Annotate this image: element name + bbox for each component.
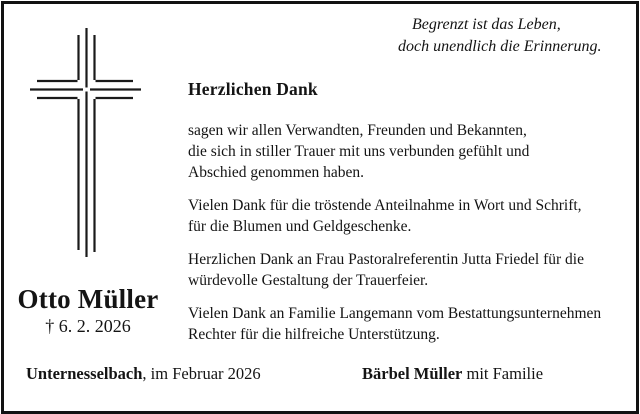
closing-family-rest: mit Familie xyxy=(462,364,544,383)
epigraph-line-1: Begrenzt ist das Leben, xyxy=(412,16,561,33)
epigraph-line-2: doch unendlich die Erinnerung. xyxy=(398,38,602,55)
body-text xyxy=(188,120,601,345)
closing-family-name: Bärbel Müller xyxy=(362,364,463,383)
closing-place xyxy=(26,364,261,384)
closing-place-date: , im Februar 2026 xyxy=(142,364,261,383)
paragraph xyxy=(188,249,601,291)
closing-family xyxy=(362,364,543,384)
epigraph xyxy=(398,14,602,58)
deceased-name: Otto Müller xyxy=(17,284,159,314)
text-line: Rechter für die hilfreiche Unterstützung. xyxy=(188,326,440,343)
paragraph xyxy=(188,195,601,237)
text-line: die sich in stiller Trauer mit uns verbunden gefühlt und xyxy=(188,143,530,160)
paragraph xyxy=(188,303,601,345)
text-line: sagen wir allen Verwandten, Freunden und Bekannten, xyxy=(188,122,527,139)
closing-place-name: Unternesselbach xyxy=(26,364,143,383)
paragraph xyxy=(188,120,601,183)
text-line: Abschied genommen haben. xyxy=(188,164,365,181)
deceased-block xyxy=(14,285,162,336)
text-line: Vielen Dank für die tröstende Anteilnahme in Wort und Schrift, xyxy=(188,197,582,214)
page-title: Herzlichen Dank xyxy=(188,79,318,99)
text-line: würdevolle Gestaltung der Trauerfeier. xyxy=(188,272,429,289)
text-line: Herzlichen Dank an Frau Pastoralreferentin Jutta Friedel für die xyxy=(188,251,584,268)
text-line: Vielen Dank an Familie Langemann vom Bestattungsunternehmen xyxy=(188,305,602,322)
death-date: † 6. 2. 2026 xyxy=(45,316,131,336)
text-line: für die Blumen und Geldgeschenke. xyxy=(188,218,412,235)
